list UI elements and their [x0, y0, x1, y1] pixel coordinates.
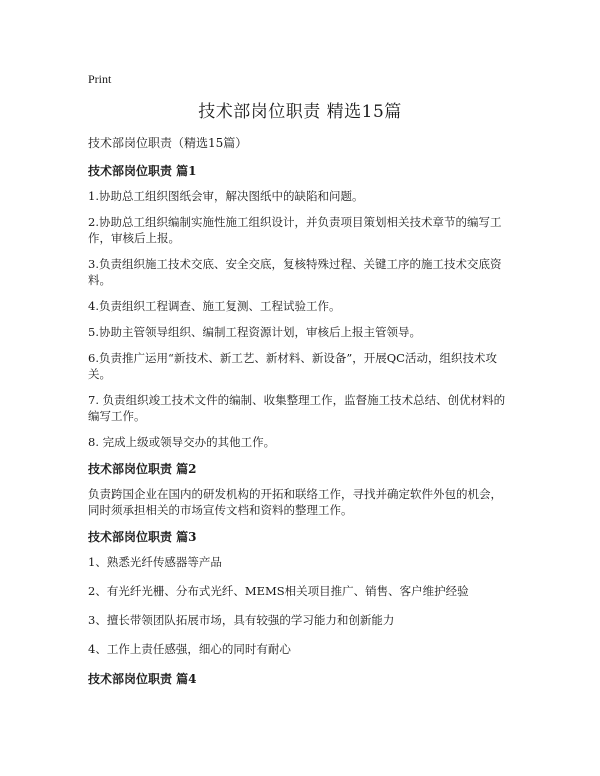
section-heading: 技术部岗位职责 篇3 — [88, 530, 197, 544]
section-1 — [88, 162, 512, 450]
paragraph: 1、熟悉光纤传感器等产品 — [88, 555, 222, 569]
paragraph: 4.负责组织工程调查、施工复测、工程试验工作。 — [88, 299, 341, 313]
document-subtitle: 技术部岗位职责（精选15篇） — [88, 136, 248, 150]
section-3 — [88, 528, 512, 657]
section-heading: 技术部岗位职责 篇1 — [88, 164, 197, 178]
document-title: 技术部岗位职责 精选15篇 — [198, 102, 402, 122]
paragraph: 1.协助总工组织图纸会审，解决图纸中的缺陷和问题。 — [88, 189, 364, 203]
paragraph: 3、擅长带领团队拓展市场，具有较强的学习能力和创新能力 — [88, 613, 395, 627]
paragraph: 6.负责推广运用“新技术、新工艺、新材料、新设备”，开展QC活动，组织技术攻关。 — [88, 351, 497, 381]
paragraph: 3.负责组织施工技术交底、安全交底，复核特殊过程、关键工序的施工技术交底资料。 — [88, 257, 502, 287]
paragraph: 4、工作上责任感强，细心的同时有耐心 — [88, 642, 291, 656]
section-4 — [88, 670, 512, 688]
paragraph: 5.协助主管领导组织、编制工程资源计划，审核后上报主管领导。 — [88, 325, 421, 339]
paragraph: 8. 完成上级或领导交办的其他工作。 — [88, 435, 276, 449]
paragraph: 2.协助总工组织编制实施性施工组织设计，并负责项目策划相关技术章节的编写工作，审核后上报。 — [88, 215, 502, 245]
print-label[interactable]: Print — [88, 72, 112, 86]
paragraph: 2、有光纤光栅、分布式光纤、MEMS相关项目推广、销售、客户维护经验 — [88, 584, 469, 598]
section-2 — [88, 460, 512, 518]
section-heading: 技术部岗位职责 篇4 — [88, 672, 197, 686]
section-heading: 技术部岗位职责 篇2 — [88, 462, 197, 476]
paragraph: 负责跨国企业在国内的研发机构的开拓和联络工作，寻找并确定软件外包的机会，同时须承担相关的市场宣传文档和资料的整理工作。 — [88, 487, 502, 517]
paragraph: 7. 负责组织竣工技术文件的编制、收集整理工作，监督施工技术总结、创优材料的编写工作。 — [88, 393, 506, 423]
